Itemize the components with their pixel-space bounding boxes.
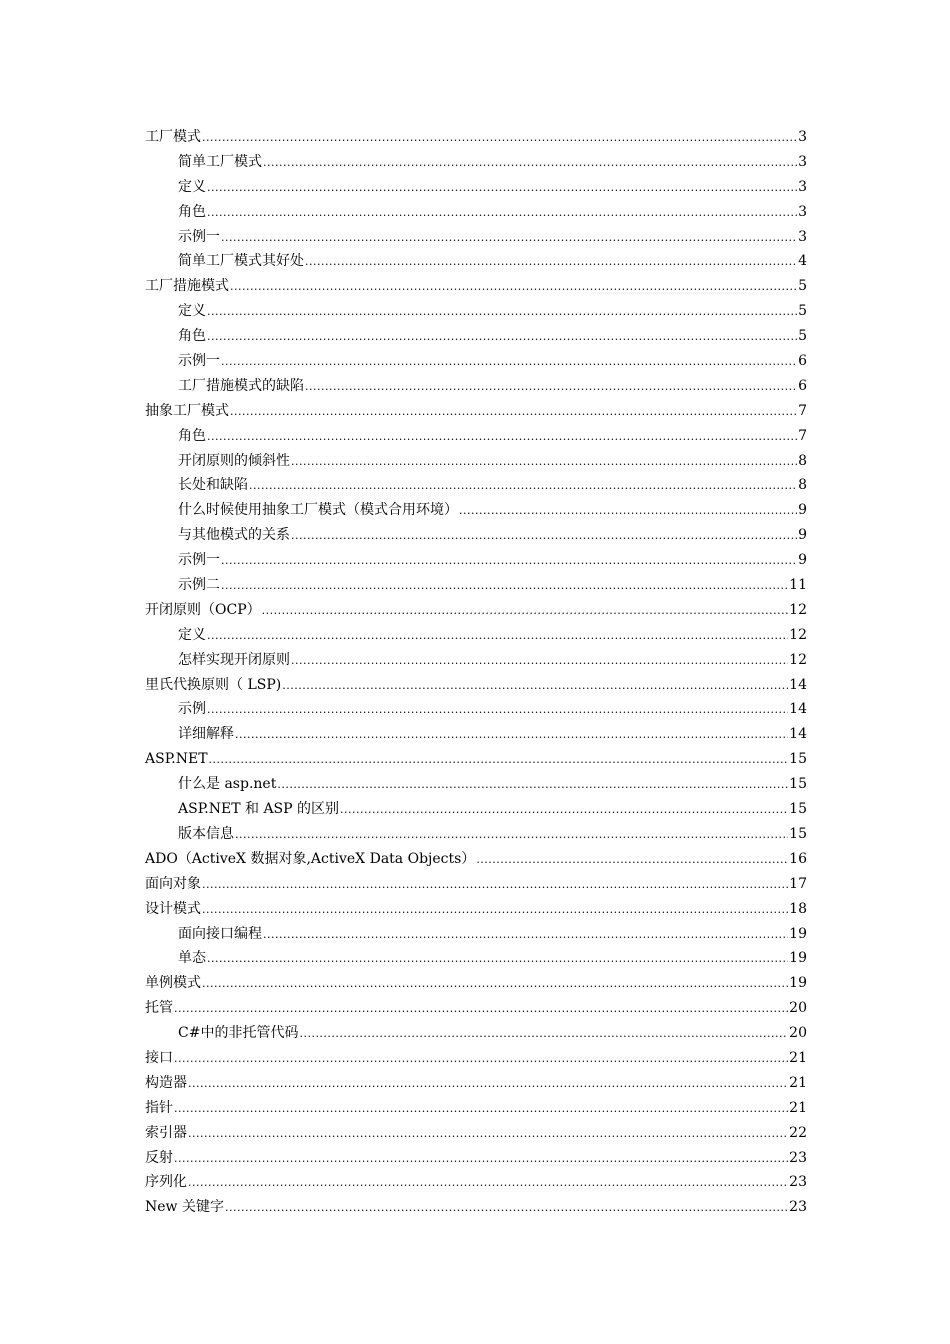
toc-dot-leader	[202, 873, 788, 898]
toc-dot-leader	[221, 226, 797, 251]
toc-entry-page-number: 19	[789, 950, 807, 967]
toc-entry-level-2[interactable]	[145, 150, 807, 175]
toc-dot-leader	[299, 1022, 788, 1047]
toc-entry-title: 详细解释	[178, 726, 234, 743]
toc-entry-level-1[interactable]	[145, 1121, 807, 1146]
toc-entry-title: 怎样实现开闭原则	[178, 651, 290, 668]
toc-entry-page-number: 3	[798, 203, 807, 220]
toc-entry-page-number: 6	[798, 377, 807, 394]
toc-entry-page-number: 9	[798, 552, 807, 569]
toc-entry-level-1[interactable]	[145, 125, 807, 150]
toc-dot-leader	[221, 350, 797, 375]
toc-entry-title: 接口	[145, 1049, 173, 1066]
toc-dot-leader	[207, 624, 788, 649]
toc-entry-page-number: 15	[789, 801, 807, 818]
toc-entry-page-number: 14	[789, 676, 807, 693]
toc-dot-leader	[282, 674, 788, 699]
toc-entry-level-2[interactable]	[145, 648, 807, 673]
toc-dot-leader	[209, 748, 789, 773]
toc-entry-title: 序列化	[145, 1174, 187, 1191]
toc-entry-level-1[interactable]	[145, 399, 807, 424]
toc-entry-level-2[interactable]	[145, 922, 807, 947]
toc-entry-title: 示例一	[178, 552, 220, 569]
toc-entry-title: 示例	[178, 701, 206, 718]
toc-entry-title: 角色	[178, 328, 206, 345]
toc-dot-leader	[207, 425, 797, 450]
toc-entry-level-2[interactable]	[145, 498, 807, 523]
toc-dot-leader	[188, 1072, 788, 1097]
toc-entry-page-number: 8	[798, 452, 807, 469]
toc-entry-level-2[interactable]	[145, 523, 807, 548]
toc-dot-leader	[230, 400, 797, 425]
toc-entry-level-2[interactable]	[145, 349, 807, 374]
toc-entry-level-2[interactable]	[145, 299, 807, 324]
toc-entry-level-1[interactable]	[145, 274, 807, 299]
toc-entry-title: 面向接口编程	[178, 925, 262, 942]
toc-dot-leader	[230, 275, 797, 300]
toc-entry-level-2[interactable]	[145, 623, 807, 648]
toc-entry-title: 托管	[145, 1000, 173, 1017]
toc-entry-page-number: 19	[789, 975, 807, 992]
toc-entry-title: ASP.NET 和 ASP 的区别	[178, 801, 340, 818]
toc-entry-title: New 关键字	[145, 1199, 224, 1216]
toc-entry-page-number: 23	[789, 1149, 807, 1166]
toc-dot-leader	[305, 375, 797, 400]
toc-dot-leader	[263, 923, 788, 948]
toc-entry-title: 反射	[145, 1149, 173, 1166]
toc-entry-level-1[interactable]	[145, 673, 807, 698]
toc-dot-leader	[207, 300, 797, 325]
toc-entry-title: 索引器	[145, 1124, 187, 1141]
toc-entry-title: 与其他模式的关系	[178, 527, 290, 544]
toc-entry-level-2[interactable]	[145, 324, 807, 349]
toc-dot-leader	[174, 1147, 788, 1172]
toc-entry-level-1[interactable]	[145, 897, 807, 922]
toc-entry-page-number: 3	[798, 178, 807, 195]
toc-dot-leader	[188, 1122, 788, 1147]
toc-entry-level-1[interactable]	[145, 598, 807, 623]
toc-entry-level-2[interactable]	[145, 175, 807, 200]
toc-dot-leader	[207, 698, 788, 723]
toc-entry-page-number: 14	[789, 701, 807, 718]
toc-dot-leader	[202, 898, 788, 923]
toc-entry-level-2[interactable]	[145, 822, 807, 847]
toc-entry-level-1[interactable]	[145, 996, 807, 1021]
toc-entry-page-number: 9	[798, 527, 807, 544]
toc-entry-level-2[interactable]	[145, 797, 807, 822]
toc-entry-page-number: 5	[798, 303, 807, 320]
toc-entry-title: 抽象工厂模式	[145, 402, 229, 419]
toc-dot-leader	[207, 176, 797, 201]
toc-entry-level-2[interactable]	[145, 473, 807, 498]
toc-entry-title: 指针	[145, 1099, 173, 1116]
toc-entry-title: 面向对象	[145, 875, 201, 892]
toc-entry-title: 示例二	[178, 577, 220, 594]
toc-entry-page-number: 23	[789, 1174, 807, 1191]
toc-entry-page-number: 14	[789, 726, 807, 743]
toc-entry-title: 构造器	[145, 1074, 187, 1091]
toc-entry-page-number: 3	[798, 153, 807, 170]
toc-entry-title: 工厂措施模式的缺陷	[178, 377, 304, 394]
toc-entry-page-number: 6	[798, 353, 807, 370]
toc-entry-title: 单态	[178, 950, 206, 967]
toc-dot-leader	[235, 723, 788, 748]
toc-dot-leader	[202, 972, 788, 997]
toc-dot-leader	[340, 798, 788, 823]
toc-entry-title: 简单工厂模式	[178, 153, 262, 170]
toc-entry-page-number: 11	[789, 577, 807, 594]
toc-dot-leader	[174, 997, 788, 1022]
toc-entry-level-1[interactable]	[145, 847, 807, 872]
toc-entry-level-2[interactable]	[145, 722, 807, 747]
toc-dot-leader	[476, 848, 788, 873]
toc-entry-level-1[interactable]	[145, 1170, 807, 1195]
toc-entry-page-number: 5	[798, 278, 807, 295]
toc-entry-page-number: 21	[789, 1099, 807, 1116]
toc-entry-page-number: 23	[789, 1199, 807, 1216]
toc-entry-title: ASP.NET	[145, 751, 208, 768]
toc-entry-title: 什么时候使用抽象工厂模式（模式合用环境）	[178, 502, 458, 519]
toc-entry-level-2[interactable]	[145, 548, 807, 573]
toc-entry-title: 设计模式	[145, 900, 201, 917]
toc-entry-level-2[interactable]	[145, 225, 807, 250]
toc-entry-page-number: 18	[789, 900, 807, 917]
toc-entry-level-2[interactable]	[145, 449, 807, 474]
toc-entry-level-2[interactable]	[145, 424, 807, 449]
toc-dot-leader	[291, 649, 788, 674]
toc-dot-leader	[202, 126, 797, 151]
toc-entry-level-2[interactable]	[145, 200, 807, 225]
toc-entry-title: 里氏代换原则（ LSP)	[145, 676, 282, 693]
toc-entry-level-2[interactable]	[145, 772, 807, 797]
toc-dot-leader	[188, 1171, 788, 1196]
toc-entry-level-2[interactable]	[145, 249, 807, 274]
toc-dot-leader	[262, 599, 789, 624]
toc-entry-page-number: 7	[798, 427, 807, 444]
toc-dot-leader	[249, 474, 797, 499]
toc-entry-title: 工厂措施模式	[145, 278, 229, 295]
toc-entry-title: C#中的非托管代码	[178, 1025, 299, 1042]
toc-dot-leader	[174, 1047, 788, 1072]
toc-dot-leader	[207, 325, 797, 350]
toc-dot-leader	[225, 1196, 788, 1221]
toc-dot-leader	[305, 250, 797, 275]
toc-entry-level-2[interactable]	[145, 697, 807, 722]
toc-entry-title: 示例一	[178, 353, 220, 370]
toc-entry-level-2[interactable]	[145, 946, 807, 971]
toc-dot-leader	[174, 1097, 788, 1122]
toc-dot-leader	[277, 773, 788, 798]
toc-entry-level-1[interactable]	[145, 872, 807, 897]
toc-entry-level-1[interactable]	[145, 1146, 807, 1171]
toc-entry-level-1[interactable]	[145, 971, 807, 996]
toc-entry-page-number: 21	[789, 1074, 807, 1091]
toc-entry-level-1[interactable]	[145, 1195, 807, 1220]
toc-dot-leader	[235, 823, 788, 848]
toc-entry-title: 长处和缺陷	[178, 477, 248, 494]
toc-entry-level-2[interactable]	[145, 374, 807, 399]
toc-entry-page-number: 15	[789, 751, 807, 768]
toc-entry-title: 单例模式	[145, 975, 201, 992]
toc-entry-page-number: 3	[798, 129, 807, 145]
toc-entry-page-number: 19	[789, 925, 807, 942]
toc-entry-page-number: 3	[798, 228, 807, 245]
toc-entry-page-number: 15	[789, 825, 807, 842]
toc-entry-page-number: 17	[789, 875, 807, 892]
toc-entry-title: 什么是 asp.net	[178, 776, 277, 793]
toc-entry-level-1[interactable]	[145, 747, 807, 772]
toc-entry-page-number: 9	[798, 502, 807, 519]
toc-dot-leader	[207, 201, 797, 226]
toc-entry-title: 定义	[178, 626, 206, 643]
toc-entry-title: 开闭原则（OCP）	[145, 601, 261, 618]
toc-entry-page-number: 22	[789, 1124, 807, 1141]
toc-dot-leader	[221, 549, 797, 574]
toc-entry-page-number: 12	[789, 626, 807, 643]
toc-entry-page-number: 12	[789, 651, 807, 668]
toc-entry-title: 角色	[178, 427, 206, 444]
toc-entry-title: 版本信息	[178, 825, 234, 842]
toc-entry-page-number: 12	[789, 601, 807, 618]
toc-dot-leader	[459, 499, 797, 524]
toc-entry-title: 定义	[178, 178, 206, 195]
toc-entry-page-number: 20	[789, 1025, 807, 1042]
table-of-contents	[145, 125, 807, 1220]
toc-dot-leader	[291, 450, 797, 475]
toc-entry-page-number: 4	[798, 253, 807, 270]
toc-entry-title: 定义	[178, 303, 206, 320]
toc-entry-page-number: 5	[798, 328, 807, 345]
toc-dot-leader	[291, 524, 797, 549]
toc-entry-level-2[interactable]	[145, 1021, 807, 1046]
toc-entry-page-number: 16	[789, 850, 807, 867]
toc-entry-title: 示例一	[178, 228, 220, 245]
toc-entry-level-1[interactable]	[145, 1071, 807, 1096]
toc-dot-leader	[221, 574, 788, 599]
toc-entry-level-2[interactable]	[145, 573, 807, 598]
toc-entry-level-1[interactable]	[145, 1046, 807, 1071]
toc-entry-page-number: 15	[789, 776, 807, 793]
toc-dot-leader	[207, 947, 788, 972]
toc-entry-title: 开闭原则的倾斜性	[178, 452, 290, 469]
toc-entry-page-number: 21	[789, 1049, 807, 1066]
toc-entry-title: 简单工厂模式其好处	[178, 253, 304, 270]
toc-entry-level-1[interactable]	[145, 1096, 807, 1121]
toc-entry-page-number: 7	[798, 402, 807, 419]
toc-entry-title: 工厂模式	[145, 129, 201, 145]
toc-entry-page-number: 20	[789, 1000, 807, 1017]
toc-entry-title: ADO（ActiveX 数据对象,ActiveX Data Objects）	[145, 850, 476, 867]
toc-entry-title: 角色	[178, 203, 206, 220]
toc-entry-page-number: 8	[798, 477, 807, 494]
toc-dot-leader	[263, 151, 797, 176]
